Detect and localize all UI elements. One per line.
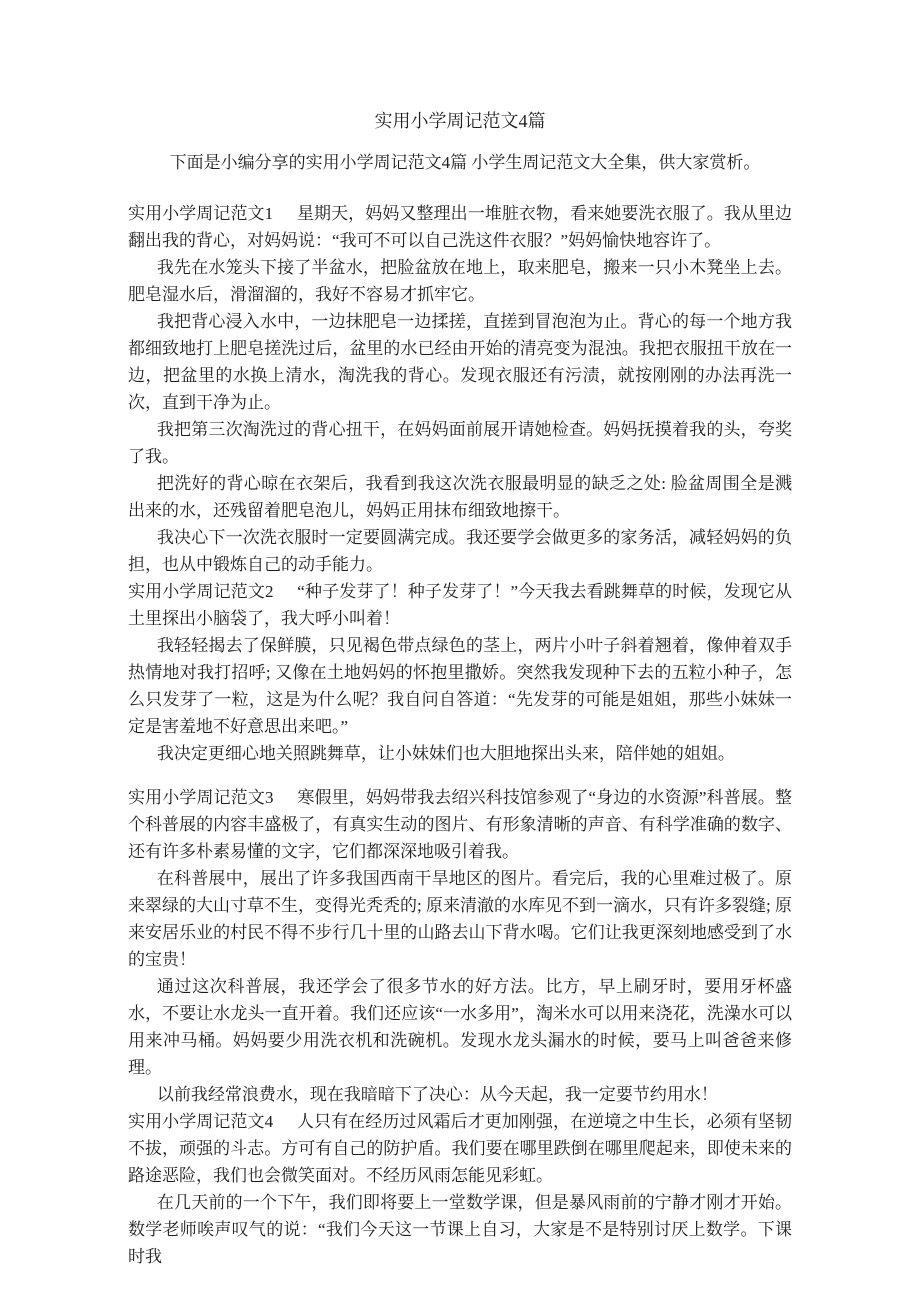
essay-4-paragraph-1: 在几天前的一个下午，我们即将要上一堂数学课，但是暴风雨前的宁静才刚才开始。数学老师唉声叹气的说：“我们今天这一节课上自习，大家是不是特别讨厌上数学。下课时我 — [128, 1193, 792, 1266]
essay-3-label: 实用小学周记范文3 — [128, 788, 274, 807]
essay-3-paragraph-2: 通过这次科普展，我还学会了很多节水的好方法。比方，早上刷牙时，要用牙杯盛水，不要让水龙头一直开着。我们还应该“一水多用”，淘米水可以用来浇花，洗澡水可以用来冲马桶。妈妈要少用洗衣机和洗碗机。发现水龙头漏水的时候，要马上叫爸爸来修理。 — [128, 977, 792, 1077]
essay-3-lead-text: 寒假里，妈妈带我去绍兴科技馆参观了“身边的水资源”科普展。整个科普展的内容丰盛极了，有真实生动的图片、有形象清晰的声音、有科学准确的数字、还有许多朴素易懂的文字，它们都深深地吸引着我。 — [128, 788, 793, 861]
essay-section-1 — [128, 200, 792, 578]
essay-1-lead-text: 星期天，妈妈又整理出一堆脏衣物，看来她要洗衣服了。我从里边翻出我的背心，对妈妈说：“我可不可以自己洗这件衣服？”妈妈愉快地容许了。 — [128, 204, 793, 250]
intro-paragraph: 下面是小编分享的实用小学周记范文4篇 小学生周记范文大全集，供大家赏析。 — [169, 153, 761, 172]
essay-1-paragraph-4: 把洗好的背心晾在衣架后，我看到我这次洗衣服最明显的缺乏之处: 脸盆周围全是溅出来的水，还残留着肥皂泡儿，妈妈正用抹布细致地擦干。 — [128, 474, 792, 520]
essay-1-paragraph-1: 我先在水笼头下接了半盆水，把脸盆放在地上，取来肥皂，搬来一只小木凳坐上去。肥皂湿水后，滑溜溜的，我好不容易才抓牢它。 — [128, 258, 792, 304]
essay-1-label: 实用小学周记范文1 — [128, 204, 274, 223]
essay-3-paragraph-1: 在科普展中，展出了许多我国西南干旱地区的图片。看完后，我的心里难过极了。原来翠绿的大山寸草不生，变得光秃秃的; 原来清澈的水库见不到一滴水，只有许多裂缝; 原来安居乐业的村民不得不步行几十里的山路去山下背水喝。它们让我更深刻地感受到了水的宝贵！ — [128, 869, 792, 969]
essay-4-label: 实用小学周记范文4 — [128, 1112, 274, 1131]
essay-1-lead-paragraph — [128, 200, 792, 254]
essay-2-lead-paragraph — [128, 578, 792, 632]
essay-3-paragraph-3: 以前我经常浪费水，现在我暗暗下了决心：从今天起，我一定要节约用水！ — [156, 1085, 718, 1104]
essay-2-paragraph-1: 我轻轻揭去了保鲜膜，只见褐色带点绿色的茎上，两片小叶子斜着翘着，像伸着双手热情地对我打招呼; 又像在土地妈妈的怀抱里撒娇。突然我发现种下去的五粒小种子，怎么只发芽了一粒，这是为什么呢？我自问自答道：“先发芽的可能是姐姐，那些小妹妹一定是害羞地不好意思出来吧。” — [128, 636, 792, 736]
essay-4-lead-text: 人只有在经历过风霜后才更加刚强，在逆境之中生长，必须有坚韧不拔，顽强的斗志。方可有自己的防护盾。我们要在哪里跌倒在哪里爬起来，即使未来的路途恶险，我们也会微笑面对。不经历风雨怎能见彩虹。 — [128, 1112, 793, 1185]
document-title: 实用小学周记范文4篇 — [374, 111, 546, 131]
essay-1-paragraph-2: 我把背心浸入水中，一边抹肥皂一边揉搓，直搓到冒泡泡为止。背心的每一个地方我都细致地打上肥皂搓洗过后，盆里的水已经由开始的清亮变为混浊。我把衣服扭干放在一边，把盆里的水换上清水，淘洗我的背心。发现衣服还有污渍，就按刚刚的办法再洗一次，直到干净为止。 — [128, 312, 792, 412]
essay-section-2 — [128, 578, 792, 767]
essay-2-label: 实用小学周记范文2 — [128, 582, 274, 601]
essay-3-lead-paragraph — [128, 784, 792, 865]
essay-section-3 — [128, 784, 792, 1108]
essay-2-lead-text: “种子发芽了！种子发芽了！”今天我去看跳舞草的时候，发现它从土里探出小脑袋了，我大呼小叫着！ — [128, 582, 792, 628]
essay-4-lead-paragraph — [128, 1108, 792, 1189]
essay-2-paragraph-2: 我决定更细心地关照跳舞草，让小妹妹们也大胆地探出头来，陪伴她的姐姐。 — [156, 744, 735, 763]
essay-1-paragraph-3: 我把第三次淘洗过的背心扭干，在妈妈面前展开请她检查。妈妈抚摸着我的头，夸奖了我。 — [128, 420, 792, 466]
essay-1-paragraph-5: 我决心下一次洗衣服时一定要圆满完成。我还要学会做更多的家务活，减轻妈妈的负担，也从中锻炼自己的动手能力。 — [128, 528, 792, 574]
essay-section-4 — [128, 1108, 792, 1270]
